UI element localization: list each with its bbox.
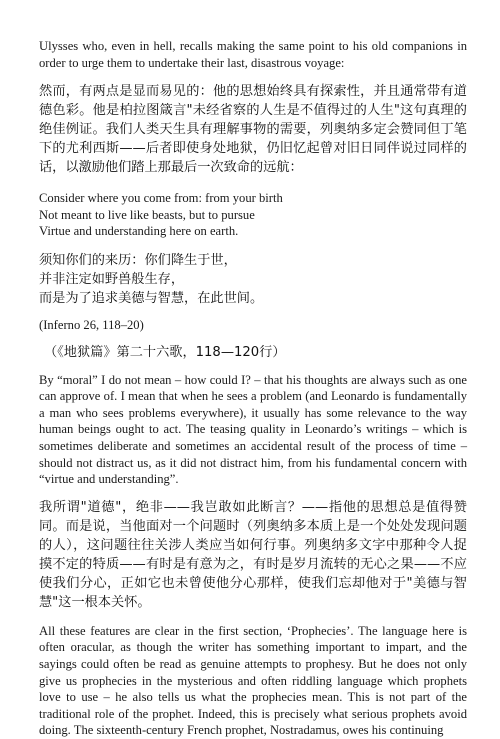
verse-english: [39, 190, 467, 240]
verse-chinese: [39, 251, 467, 308]
verse-line: Not meant to live like beasts, but to pursue: [39, 207, 255, 222]
citation-chinese: （《地狱篇》第二十六歌，118—120行）: [44, 344, 286, 360]
verse-line: 并非注定如野兽般生存，: [39, 271, 185, 287]
verse-line: Consider where you come from: from your birth: [39, 191, 283, 206]
verse-line: 而是为了追求美德与智慧，在此世间。: [39, 290, 264, 306]
citation-english: (Inferno 26, 118–20): [39, 317, 144, 332]
document-page: [39, 8, 467, 739]
paragraph-english-2: By “moral” I do not mean – how could I? – that his thoughts are always such as one can approve of. I mean that when he sees a problem (and Leonardo is fundamentally a man who sees problems everywhere), it usually has some relevance to the way human beings ought to act. The teasing quality in Leonardo’s writings – which is sometimes deliberate and sometimes an accidental result of the process of time – should not distract us, as it did not distract him, from his fundamental concern with “virtue and understanding”.: [39, 372, 467, 487]
paragraph-chinese-2: 我所谓"道德"，绝非——我岂敢如此断言？——指他的思想总是值得赞同。而是说，当他面对一个问题时（列奥纳多本质上是一个处处发现问题的人），这问题往往关涉人类应当如何行事。列奥纳多文字中那种令人捉摸不定的特质——有时是有意为之，有时是岁月流转的无心之果——不应使我们分心，正如它也未曾使他分心那样，使我们忘却他对于"美德与智慧"这一根本关怀。: [39, 499, 467, 610]
paragraph-english-3: All these features are clear in the first section, ‘Prophecies’. The language here is often oracular, as though the writer has something important to impart, and the sayings could often be read as genuine attempts to prophesy. But he does not only give us prophecies in the mysterious and often riddling language which prophets love to use – he also tells us what the prophecies mean. This is not part of the traditional role of the prophet. Indeed, this is precisely what serious prophets avoid doing. The sixteenth-century French prophet, Nostradamus, owes his continuing: [39, 623, 467, 738]
verse-line: Virtue and understanding here on earth.: [39, 224, 239, 239]
paragraph-chinese-1: 然而，有两点是显而易见的：他的思想始终具有探索性，并且通常带有道德色彩。他是柏拉图箴言"未经省察的人生是不值得过的人生"这句真理的绝佳例证。我们人类天生具有理解事物的需要，列奥纳多定会赞同但丁笔下的尤利西斯——后者即使身处地狱，仍旧忆起曾对旧日同伴说过同样的话，以激励他们踏上那最后一次致命的远航：: [39, 84, 467, 176]
paragraph-english-1: Ulysses who, even in hell, recalls making the same point to his old companions in order to urge them to undertake their last, disastrous voyage:: [39, 39, 467, 70]
verse-line: 须知你们的来历：你们降生于世，: [39, 252, 237, 268]
